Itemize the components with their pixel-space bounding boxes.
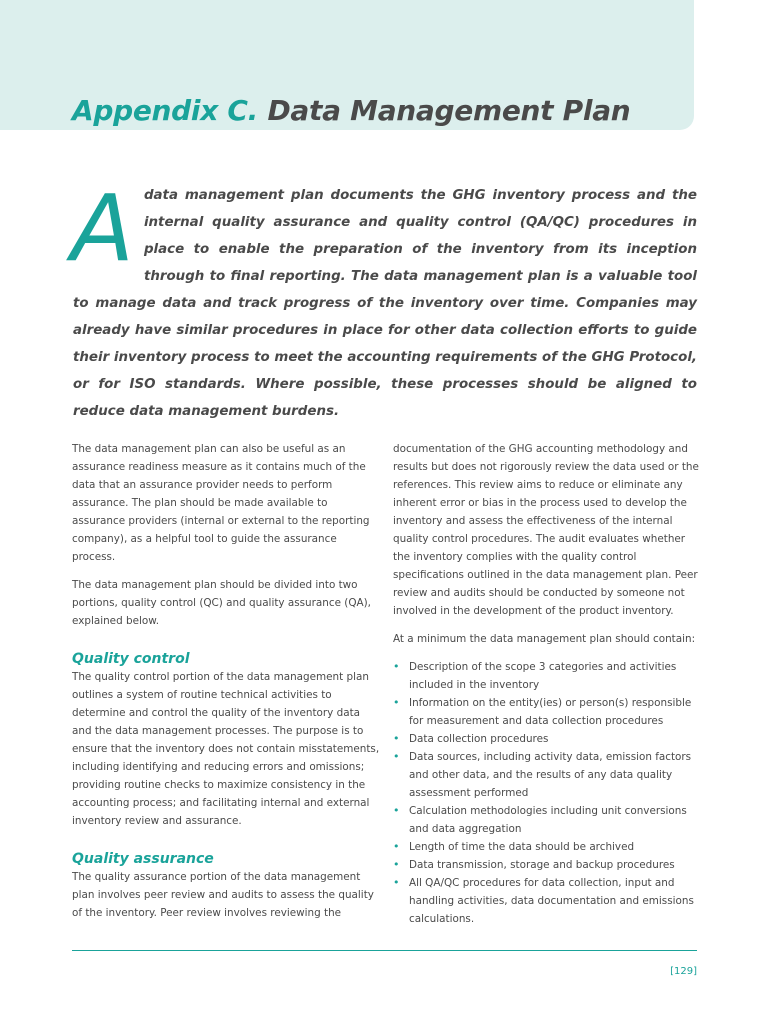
title-main: Data Management Plan [267, 94, 631, 127]
list-item: • Calculation methodologies including unit conversions and data aggregation [393, 804, 687, 835]
left-column [72, 440, 382, 932]
bullet-icon: • [393, 660, 400, 673]
list-item: • Description of the scope 3 categories and activities included in the inventory [393, 660, 677, 691]
footer-divider [72, 950, 697, 951]
quality-control-text: The quality control portion of the data management plan outlines a system of routine technical activities to determine and control the quality of the inventory data and the data management processes. The purpose is to ensure that the inventory does not contain misstatements, including identifying and reducing errors and omissions; providing routine checks to maximize consistency in the accounting process; and facilitating internal and external inventory review and assurance. [72, 671, 380, 827]
body-paragraph: At a minimum the data management plan should contain: [393, 633, 696, 645]
page-number: [129] [670, 966, 697, 977]
body-paragraph: The data management plan should be divided into two portions, quality control (QC) and quality assurance (QA), explained below. [72, 579, 371, 627]
bullet-icon: • [393, 696, 400, 709]
bullet-icon: • [393, 732, 400, 745]
list-item: • Information on the entity(ies) or person(s) responsible for measurement and data collection procedures [393, 696, 692, 727]
quality-control-heading: Quality control [72, 651, 190, 667]
list-item: • Data collection procedures [393, 730, 699, 748]
list-item: • Data transmission, storage and backup procedures [393, 856, 699, 874]
body-paragraph: The data management plan can also be useful as an assurance readiness measure as it contains much of the data that an assurance provider needs to perform assurance. The plan should be made available to assurance providers (internal or external to the reporting company), as a helpful tool to guide the assurance process. [72, 443, 370, 563]
bullet-icon: • [393, 840, 400, 853]
bullet-icon: • [393, 876, 400, 889]
list-item: • Data sources, including activity data, emission factors and other data, and the results of any data quality assessment performed [393, 750, 692, 799]
intro-text: data management plan documents the GHG inventory process and the internal quality assurance and quality control (QA/QC) procedures in place to enable the preparation of the inventory from its inception through to final reporting. The data management plan is a valuable tool to manage data and track progress of the inventory over time. Companies may already have similar procedures in place for other data collection efforts to guide their inventory process to meet the accounting requirements of the GHG Protocol, or for ISO standards. Where possible, these processes should be aligned to reduce data management burdens. [73, 188, 697, 419]
list-item: • Length of time the data should be archived [393, 838, 699, 856]
page-title [72, 94, 630, 127]
title-prefix: Appendix C. [72, 94, 259, 127]
bullet-icon: • [393, 750, 400, 763]
quality-assurance-heading: Quality assurance [72, 851, 214, 867]
plan-contents-list [393, 658, 699, 928]
body-paragraph: documentation of the GHG accounting methodology and results but does not rigorously review the data used or the references. This review aims to reduce or eliminate any inherent error or bias in the process used to develop the inventory and assess the effectiveness of the internal quality control procedures. The audit evaluates whether the inventory complies with the quality control specifications outlined in the data management plan. Peer review and audits should be conducted by someone not involved in the development of the product inventory. [393, 443, 699, 617]
list-item: • All QA/QC procedures for data collection, input and handling activities, data documentation and emissions calculations. [393, 876, 694, 925]
right-column [393, 440, 699, 928]
bullet-icon: • [393, 858, 400, 871]
intro-paragraph [71, 175, 697, 425]
quality-assurance-text: The quality assurance portion of the data management plan involves peer review and audits to assess the quality of the inventory. Peer review involves reviewing the [72, 871, 374, 919]
drop-cap: A [71, 175, 134, 282]
bullet-icon: • [393, 804, 400, 817]
